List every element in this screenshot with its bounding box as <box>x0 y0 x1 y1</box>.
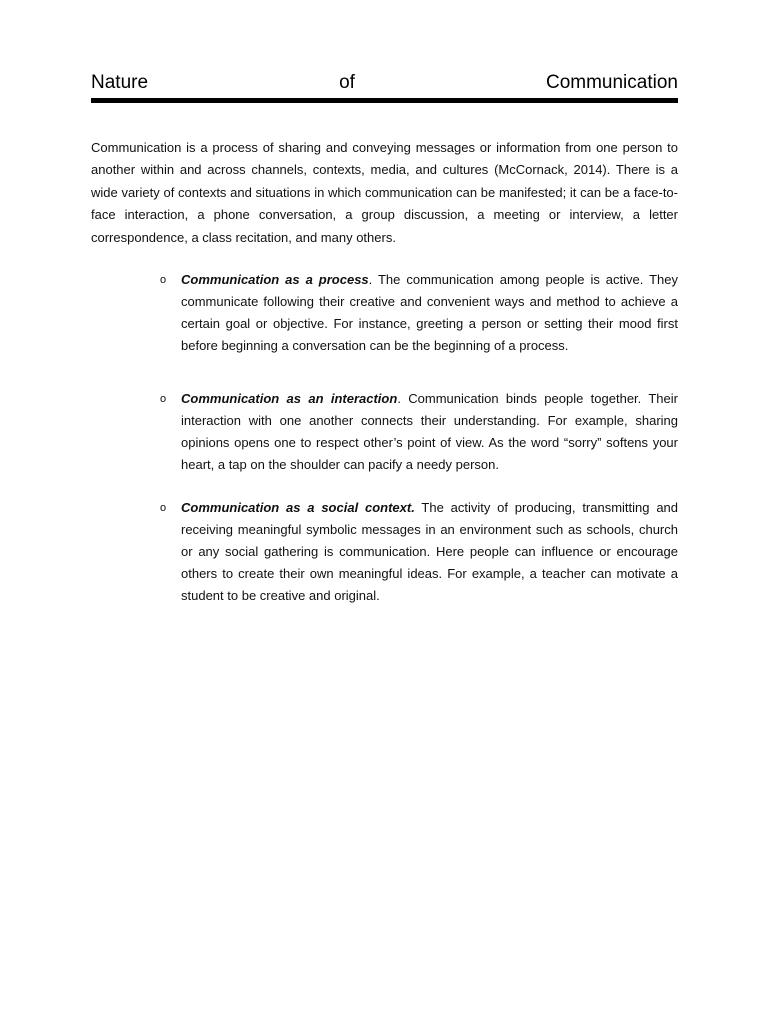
hollow-bullet-icon: o <box>160 393 167 405</box>
bullet-term: Communication as a social context. <box>181 500 415 515</box>
title-word-nature: Nature <box>91 72 149 93</box>
page-title <box>91 71 678 95</box>
bullet-body: The activity of producing, transmitting and receiving meaningful symbolic messages in an environment such as schools, church or any social gathering is communication. Here people can influence or encourage others to create their own meaningful ideas. For example, a teacher can motivate a student to be creative and original. <box>181 500 679 603</box>
intro-paragraph: Communication is a process of sharing and conveying messages or information from one person to another within and across channels, contexts, media, and cultures (McCornack, 2014). There is a wide variety of contexts and situations in which communication can be manifested; it can be a face-to-face interaction, a phone conversation, a group discussion, a meeting or interview, a letter correspondence, a class recitation, and many others. <box>91 140 678 245</box>
bullet-text <box>181 269 678 357</box>
bullet-text <box>181 497 678 607</box>
bullet-body: . The communication among people is active. They communicate following their creative and convenient ways and method to achieve a certain goal or objective. For instance, greeting a person or setting their mood first before beginning a conversation can be the beginning of a process. <box>181 272 678 353</box>
bullet-text <box>181 388 678 476</box>
bullet-term: Communication as an interaction <box>181 391 398 406</box>
bullet-body: . Communication binds people together. Their interaction with one another connects their understanding. For example, sharing opinions opens one to respect other’s point of view. As the word “sorry” softens your heart, a tap on the shoulder can pacify a needy person. <box>181 391 678 472</box>
title-word-communication: Communication <box>545 72 678 93</box>
hollow-bullet-icon: o <box>160 502 167 514</box>
title-underline-rule <box>91 98 678 103</box>
title-word-of: of <box>339 72 355 93</box>
bullet-term: Communication as a process <box>181 272 369 287</box>
hollow-bullet-icon: o <box>160 274 167 286</box>
